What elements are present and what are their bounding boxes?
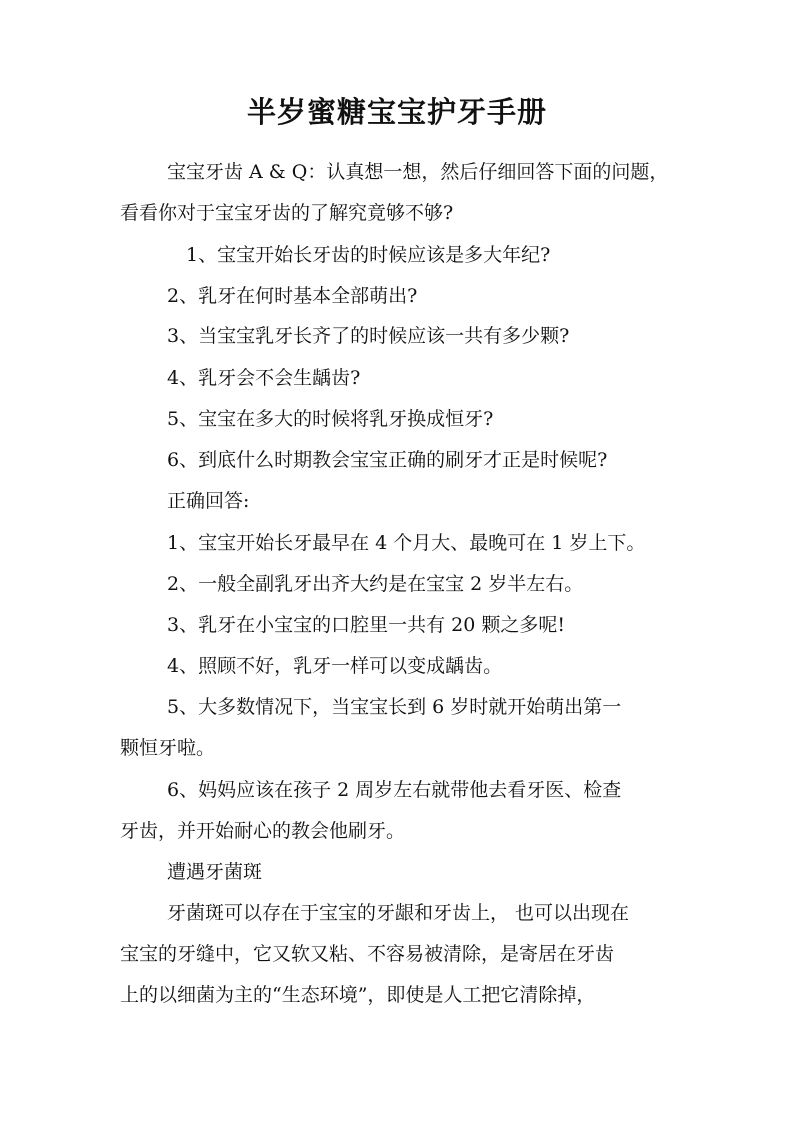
paragraph-line: 上的以细菌为主的“生态环境”，即使是人工把它清除掉， <box>120 984 596 1006</box>
answer-item: 颗恒牙啦。 <box>120 737 216 759</box>
question-item: 3、当宝宝乳牙长齐了的时候应该一共有多少颗? <box>167 325 570 347</box>
answer-item: 1、宝宝开始长牙最早在 4 个月大、最晚可在 1 岁上下。 <box>167 532 646 554</box>
answer-item: 6、妈妈应该在孩子 2 周岁左右就带他去看牙医、检查 <box>167 779 622 801</box>
answer-item: 3、乳牙在小宝宝的口腔里一共有 20 颗之多呢! <box>167 614 565 636</box>
question-item: 2、乳牙在何时基本全部萌出? <box>167 285 418 307</box>
answers-heading: 正确回答: <box>167 490 250 512</box>
document-title: 半岁蜜糖宝宝护牙手册 <box>246 95 547 129</box>
intro-line: 看看你对于宝宝牙齿的了解究竟够不够? <box>120 202 454 224</box>
question-item: 1、宝宝开始长牙齿的时候应该是多大年纪? <box>186 244 551 266</box>
answer-item: 牙齿，并开始耐心的教会他刷牙。 <box>120 820 406 842</box>
answer-item: 5、大多数情况下，当宝宝长到 6 岁时就开始萌出第一 <box>167 696 622 718</box>
question-item: 6、到底什么时期教会宝宝正确的刷牙才正是时候呢? <box>167 449 608 471</box>
answer-item: 2、一般全副乳牙出齐大约是在宝宝 2 岁半左右。 <box>167 573 584 595</box>
paragraph-line: 宝宝的牙缝中，它又软又粘、不容易被清除，是寄居在牙齿 <box>120 943 615 965</box>
paragraph-line: 牙菌斑可以存在于宝宝的牙龈和牙齿上， 也可以出现在 <box>167 902 630 924</box>
answer-item: 4、照顾不好，乳牙一样可以变成龋齿。 <box>167 655 503 677</box>
intro-line: 宝宝牙齿 A & Q：认真想一想，然后仔细回答下面的问题， <box>167 161 669 183</box>
question-item: 5、宝宝在多大的时候将乳牙换成恒牙? <box>167 408 494 430</box>
section-heading: 遭遇牙菌斑 <box>167 861 263 883</box>
question-item: 4、乳牙会不会生龋齿? <box>167 367 361 389</box>
